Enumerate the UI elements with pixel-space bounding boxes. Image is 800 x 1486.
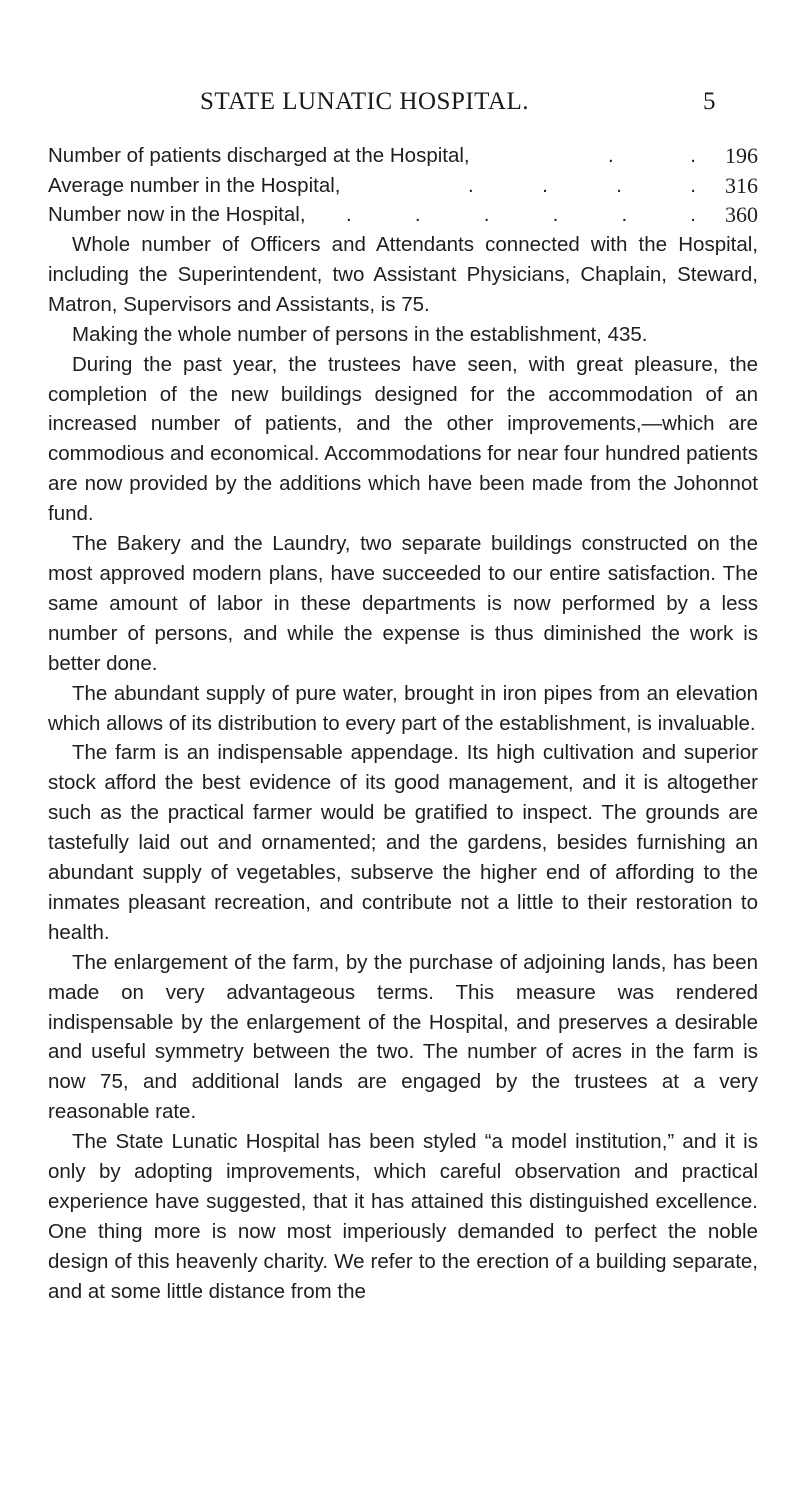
stat-row: [48, 200, 758, 230]
paragraph: The enlargement of the farm, by the purchase of adjoining lands, has been made on very advantageous terms. This measure was rendered indispensable by the enlargement of the Hospital, and preserves a desirable and useful symmetry between the two. The number of acres in the farm is now 75, and additional lands are engaged by the trustees at a very reasonable rate.: [48, 950, 758, 1124]
paragraph: The farm is an indispensable appendage. Its high cultivation and superior stock afford the best evidence of its good management, and it is altogether such as the practical farmer would be gratified to inspect. The grounds are tastefully laid out and ornamented; and the gardens, besides furnishing an abundant supply of vegetables, subserve the higher end of affording to the inmates pleasant recreation, and contribute not a little to their restoration to health.: [48, 741, 758, 944]
running-head: [0, 88, 800, 124]
dot-leader: . . . . . .: [346, 203, 696, 227]
dot-leader: . .: [608, 144, 696, 167]
paragraph: The State Lunatic Hospital has been styled “a model institution,” and it is only by adopting improvements, which careful observation and practical experience have suggested, that it has attained this distinguished excellence. One thing more is now most imperiously demanded to perfect the noble design of this heavenly charity. We refer to the erection of a building separate, and at some little distance from the: [48, 1130, 758, 1303]
stat-value: 316: [725, 172, 758, 198]
paragraph: Making the whole number of persons in the establishment, 435.: [72, 322, 648, 346]
stat-row: [48, 171, 758, 201]
paragraph: The abundant supply of pure water, brought in iron pipes from an elevation which allows of its distribution to every part of the establishment, is invaluable.: [48, 681, 758, 735]
stat-label: Number now in the Hospital,: [48, 203, 306, 227]
stat-row: [48, 141, 758, 171]
stat-label: Average number in the Hospital,: [48, 173, 341, 197]
stat-value: 360: [725, 202, 758, 228]
page-title: STATE LUNATIC HOSPITAL.: [200, 88, 530, 115]
stat-value: 196: [725, 143, 758, 168]
statistics-list: [48, 141, 758, 230]
paragraph: Whole number of Officers and Attendants connected with the Hospital, including the Superintendent, two Assistant Physicians, Chaplain, Steward, Matron, Supervisors and Assistants, is 75.: [48, 233, 758, 316]
page-number: 5: [703, 88, 716, 115]
paragraph: During the past year, the trustees have seen, with great pleasure, the completion of the new buildings designed for the accommodation of an increased number of patients, and the other improvements,—which are commodious and economical. Accommodations for near four hundred patients are now provided by the additions which have been made from the Johonnot fund.: [48, 352, 758, 526]
body-text: [48, 230, 758, 1307]
dot-leader: . . . .: [468, 173, 696, 197]
paragraph: The Bakery and the Laundry, two separate buildings constructed on the most approved modern plans, have succeeded to our entire satisfaction. The same amount of labor in these departments is now performed by a less number of persons, and while the expense is thus diminished the work is better done.: [48, 532, 758, 675]
stat-label: Number of patients discharged at the Hospital,: [48, 144, 470, 167]
